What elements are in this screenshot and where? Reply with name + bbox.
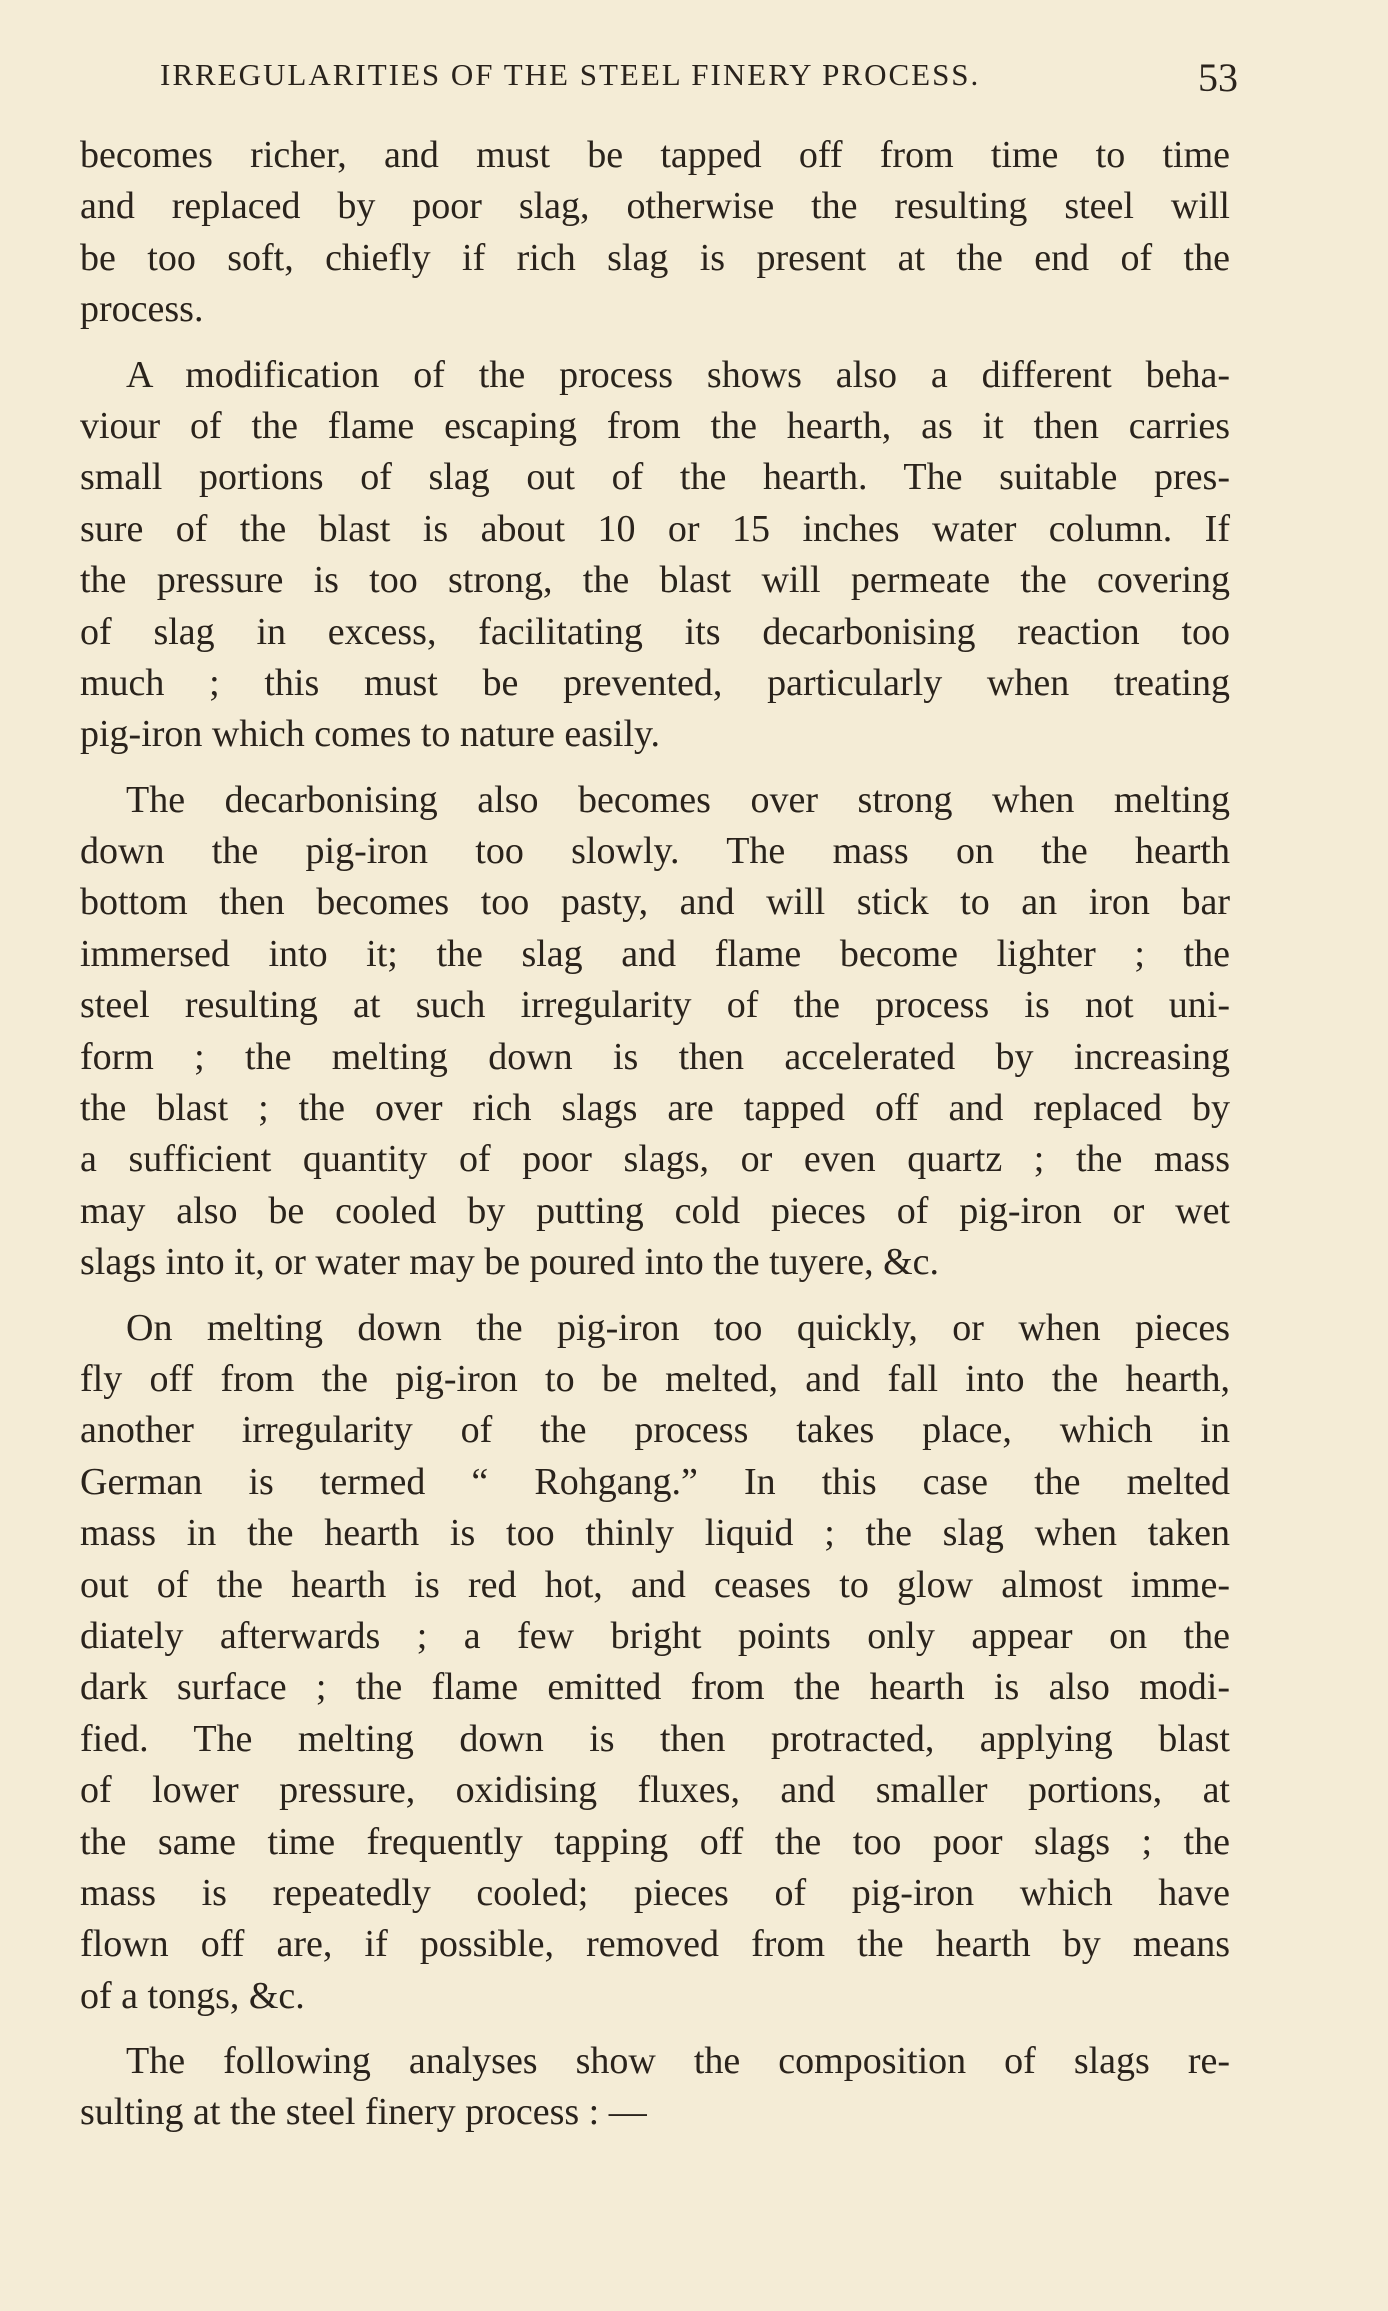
text-line: fly off from the pig-iron to be melted, and fall into the hearth, — [80, 1357, 1230, 1400]
text-line: dark surface ; the flame emitted from the hearth is also modi- — [80, 1666, 1230, 1709]
text-line: becomes richer, and must be tapped off from time to time — [80, 134, 1230, 176]
text-line: of slag in excess, facilitating its decarbonising reaction too — [80, 610, 1230, 653]
text-line: steel resulting at such irregularity of the process is not uni- — [80, 984, 1230, 1027]
text-line: the pressure is too strong, the blast will permeate the covering — [80, 559, 1230, 602]
text-line: the blast ; the over rich slags are tapped off and replaced by — [80, 1087, 1230, 1130]
text-line: small portions of slag out of the hearth. The suitable pres- — [80, 456, 1230, 499]
text-line: bottom then becomes too pasty, and will stick to an iron bar — [80, 881, 1230, 924]
text-line: A modification of the process shows also a different beha- — [126, 353, 1230, 396]
text-line: and replaced by poor slag, otherwise the resulting steel will — [80, 185, 1230, 228]
text-line: The following analyses show the composition of slags re- — [126, 2040, 1230, 2083]
text-line: the same time frequently tapping off the too poor slags ; the — [80, 1820, 1230, 1863]
page-number: 53 — [1198, 55, 1238, 100]
text-line: process. — [80, 288, 204, 331]
running-title: IRREGULARITIES OF THE STEEL FINERY PROCESS. — [160, 57, 981, 92]
text-line: much ; this must be prevented, particularly when treating — [80, 661, 1230, 704]
text-line: may also be cooled by putting cold pieces of pig-iron or wet — [80, 1189, 1230, 1232]
text-line: fied. The melting down is then protracted, applying blast — [80, 1717, 1230, 1760]
paragraph — [80, 350, 1230, 761]
text-line: flown off are, if possible, removed from the hearth by means — [80, 1923, 1230, 1966]
text-line: The decarbonising also becomes over strong when melting — [126, 778, 1230, 821]
text-line: On melting down the pig-iron too quickly, or when pieces — [126, 1306, 1230, 1349]
text-line: of a tongs, &c. — [80, 1974, 305, 2017]
body-text — [80, 130, 1230, 2153]
paragraph — [80, 1303, 1230, 2022]
text-line: German is termed “ Rohgang.” In this case the melted — [80, 1460, 1230, 1503]
text-line: sulting at the steel finery process : — — [80, 2091, 647, 2134]
text-line: slags into it, or water may be poured into the tuyere, &c. — [80, 1241, 939, 1284]
text-line: viour of the flame escaping from the hearth, as it then carries — [80, 404, 1230, 447]
text-line: form ; the melting down is then accelerated by increasing — [80, 1035, 1230, 1078]
text-line: a sufficient quantity of poor slags, or even quartz ; the mass — [80, 1138, 1230, 1181]
text-line: down the pig-iron too slowly. The mass on the hearth — [80, 830, 1230, 873]
text-line: pig-iron which comes to nature easily. — [80, 713, 661, 756]
text-line: another irregularity of the process takes place, which in — [80, 1409, 1230, 1452]
text-line: of lower pressure, oxidising fluxes, and smaller portions, at — [80, 1769, 1230, 1812]
text-line: out of the hearth is red hot, and ceases to glow almost imme- — [80, 1563, 1230, 1606]
text-line: diately afterwards ; a few bright points only appear on the — [80, 1614, 1230, 1657]
text-line: mass is repeatedly cooled; pieces of pig-iron which have — [80, 1871, 1230, 1914]
paragraph — [80, 130, 1230, 336]
text-line: sure of the blast is about 10 or 15 inches water column. If — [80, 507, 1230, 550]
text-line: immersed into it; the slag and flame become lighter ; the — [80, 932, 1230, 975]
paragraph — [80, 2036, 1230, 2139]
text-line: be too soft, chiefly if rich slag is present at the end of the — [80, 236, 1230, 279]
text-line: mass in the hearth is too thinly liquid ; the slag when taken — [80, 1512, 1230, 1555]
paragraph — [80, 775, 1230, 1289]
running-head — [160, 55, 1238, 105]
